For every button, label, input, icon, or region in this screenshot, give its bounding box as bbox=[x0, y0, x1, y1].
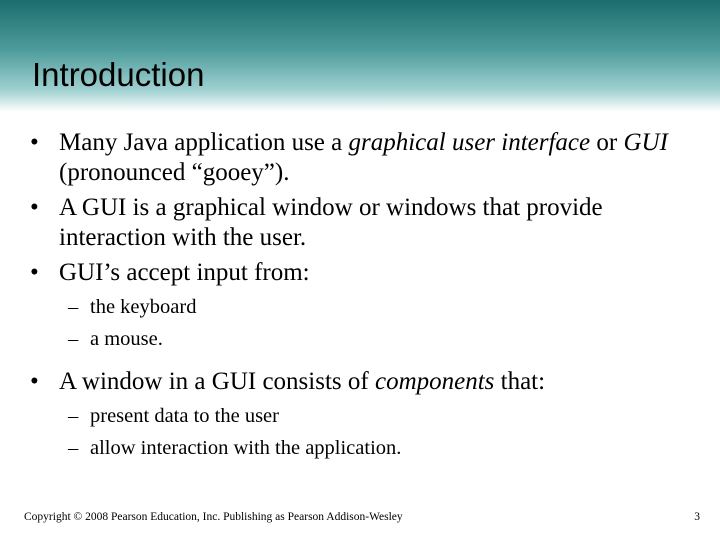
dash-symbol: – bbox=[68, 405, 79, 427]
bullet-text: A GUI is a graphical window or windows that provide interaction with the user. bbox=[59, 194, 603, 251]
dash-symbol: – bbox=[68, 328, 79, 350]
slide-title: Introduction bbox=[32, 56, 205, 93]
bullet-text: GUI’s accept input from: bbox=[59, 259, 310, 286]
sub-bullet-text: a mouse. bbox=[90, 328, 163, 350]
bullet-2 bbox=[30, 193, 690, 253]
sub-bullet bbox=[30, 325, 690, 353]
bullet-symbol: • bbox=[30, 368, 39, 395]
page-number: 3 bbox=[694, 511, 700, 523]
sub-bullet bbox=[30, 293, 690, 321]
sub-bullet-text: present data to the user bbox=[90, 405, 279, 427]
dash-symbol: – bbox=[68, 296, 79, 318]
bullet-symbol: • bbox=[30, 259, 39, 286]
sub-bullet bbox=[30, 402, 690, 430]
bullet-3 bbox=[30, 258, 690, 288]
slide-content bbox=[30, 128, 690, 466]
bullet-symbol: • bbox=[30, 129, 39, 156]
bullet-1 bbox=[30, 128, 690, 188]
sub-bullet bbox=[30, 434, 690, 462]
sub-bullet-text: the keyboard bbox=[90, 296, 197, 318]
dash-symbol: – bbox=[68, 437, 79, 459]
bullet-symbol: • bbox=[30, 194, 39, 221]
bullet-4 bbox=[30, 367, 690, 397]
bullet-text: A window in a GUI consists of components that: bbox=[59, 368, 546, 395]
bullet-text: Many Java application use a graphical user interface or GUI (pronounced “gooey”). bbox=[59, 129, 668, 186]
footer-copyright: Copyright © 2008 Pearson Education, Inc. Publishing as Pearson Addison-Wesley bbox=[24, 511, 403, 523]
sub-bullet-text: allow interaction with the application. bbox=[90, 437, 402, 459]
